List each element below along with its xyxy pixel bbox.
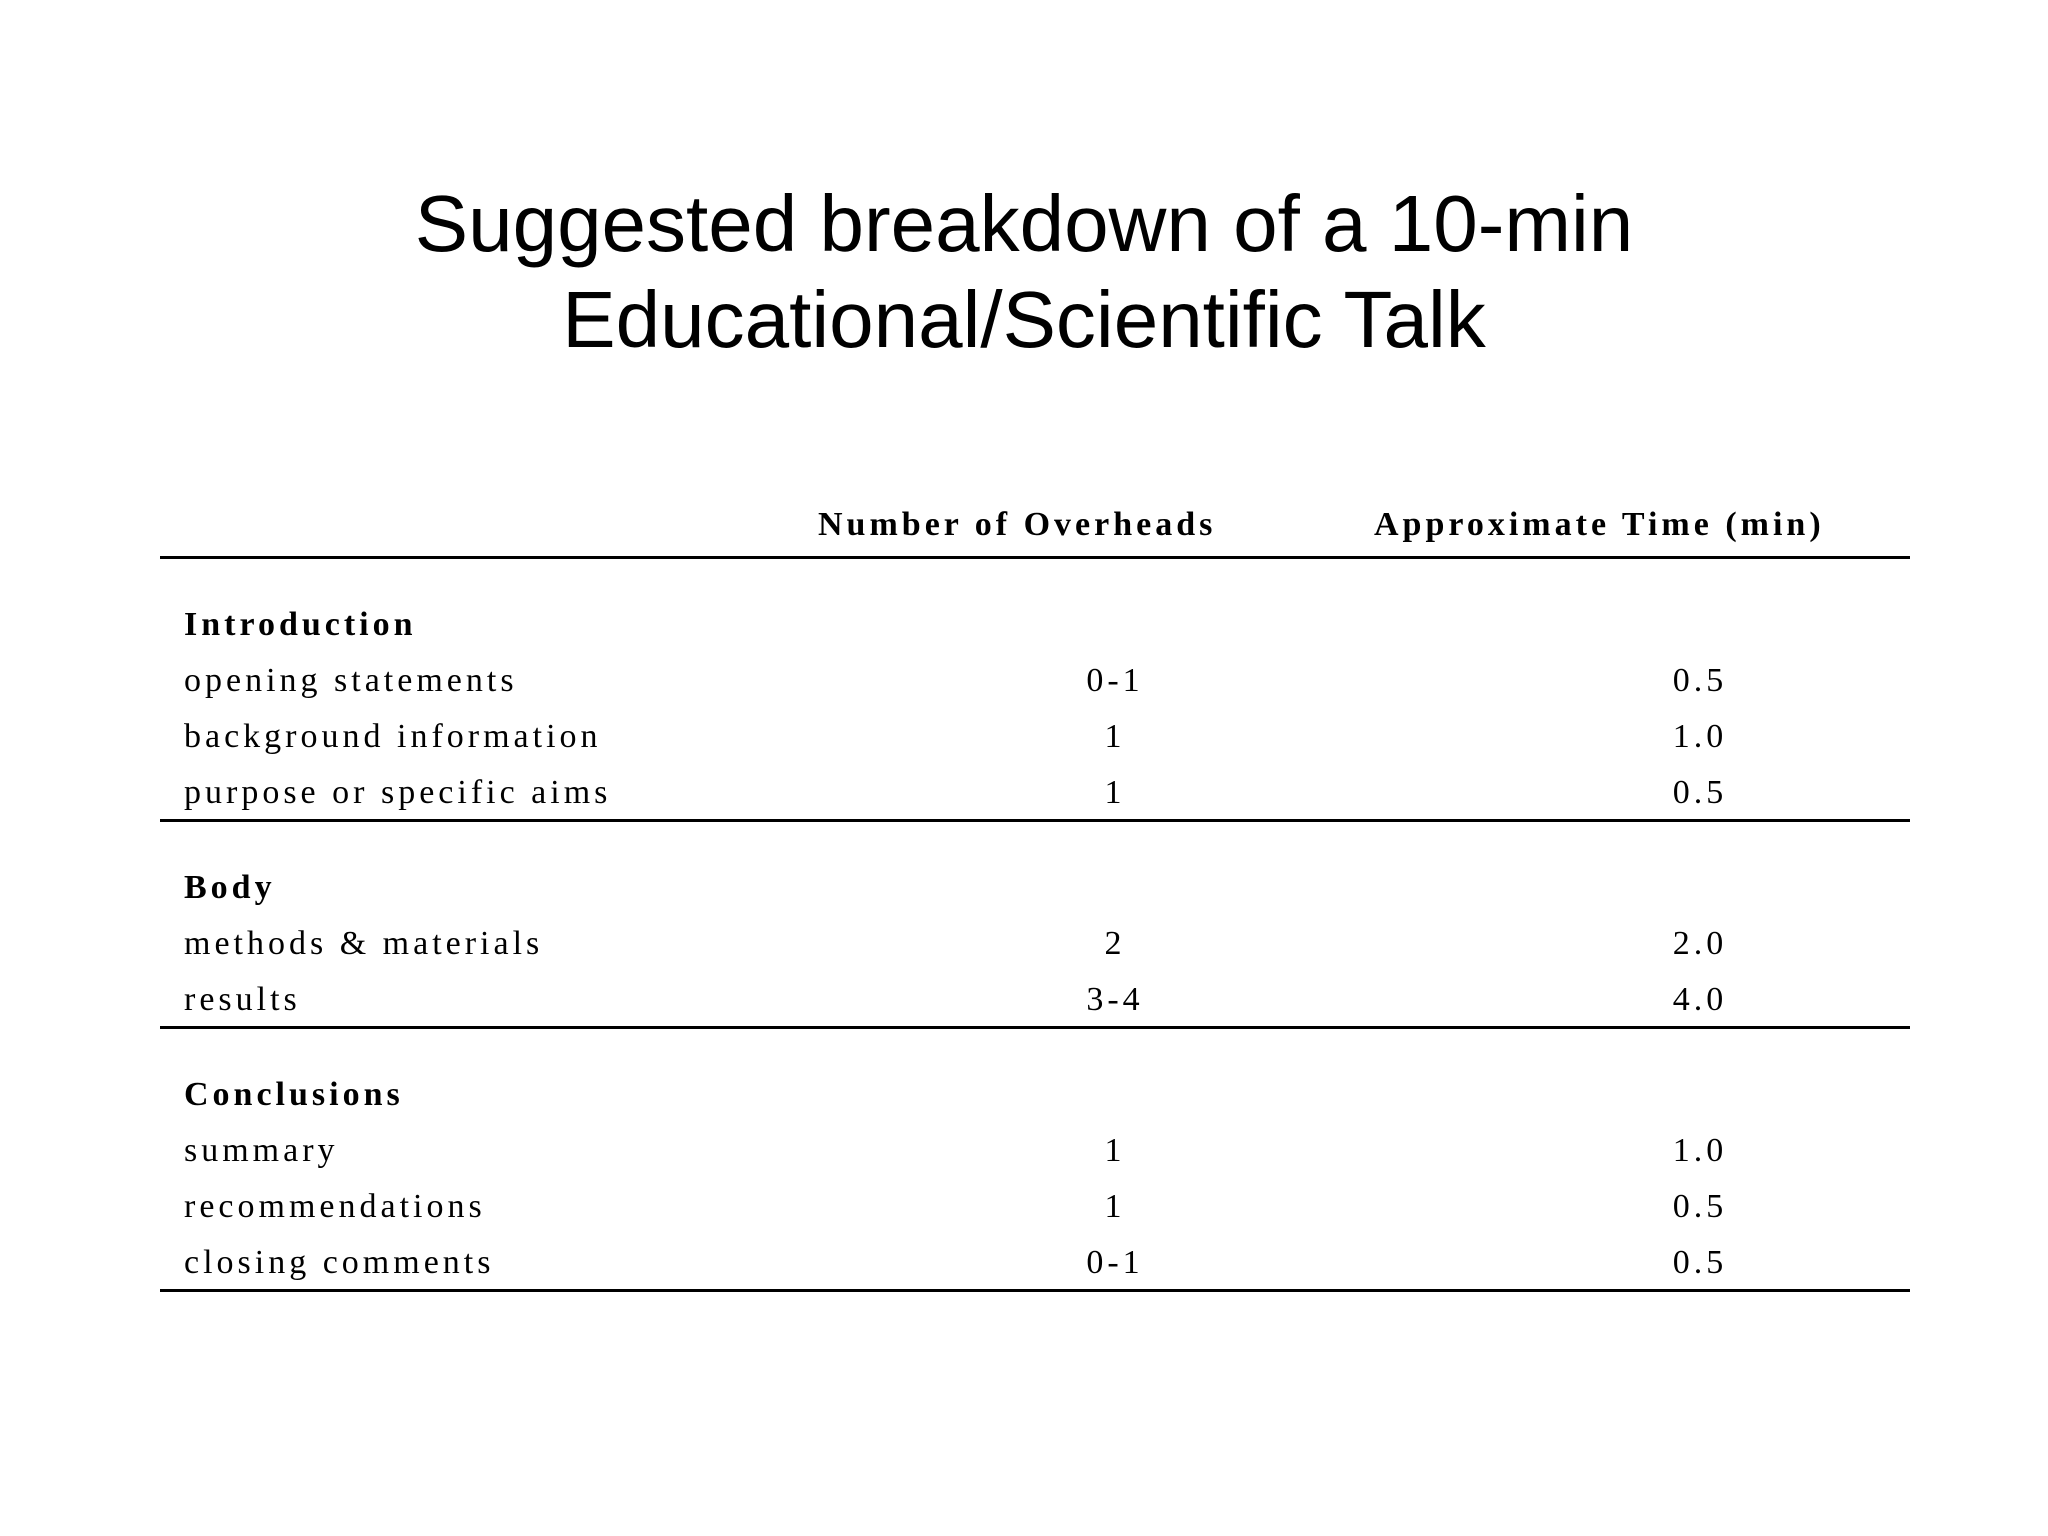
row-label: results — [184, 981, 301, 1018]
breakdown-table — [160, 490, 1910, 1292]
section-conclusions — [160, 1029, 1910, 1289]
slide-title — [0, 176, 2048, 368]
table-row — [160, 709, 1910, 765]
row-label: background information — [184, 718, 602, 755]
row-overheads: 1 — [1104, 774, 1126, 811]
row-time: 0.5 — [1672, 1244, 1728, 1281]
row-label: closing comments — [184, 1244, 495, 1281]
row-time: 0.5 — [1672, 1188, 1728, 1225]
table-row — [160, 653, 1910, 709]
row-label: opening statements — [184, 662, 518, 699]
table-row — [160, 1179, 1910, 1235]
row-time: 2.0 — [1672, 925, 1728, 962]
row-time: 1.0 — [1672, 1132, 1728, 1169]
row-overheads: 1 — [1104, 718, 1126, 755]
table-row — [160, 765, 1910, 821]
column-header-time: Approximate Time (min) — [1374, 506, 1825, 543]
table-row — [160, 916, 1910, 972]
row-overheads: 0-1 — [1086, 1244, 1144, 1281]
row-label: summary — [184, 1132, 339, 1169]
row-overheads: 3-4 — [1086, 981, 1144, 1018]
row-overheads: 1 — [1104, 1188, 1126, 1225]
column-header-overheads: Number of Overheads — [818, 506, 1217, 543]
row-overheads: 0-1 — [1086, 662, 1144, 699]
section-body — [160, 822, 1910, 1026]
row-label: methods & materials — [184, 925, 544, 962]
section-title-introduction: Introduction — [184, 606, 417, 643]
slide-title-line-2: Educational/Scientific Talk — [562, 275, 1486, 364]
table-row — [160, 1123, 1910, 1179]
section-title-conclusions: Conclusions — [184, 1076, 404, 1113]
table-row — [160, 972, 1910, 1028]
row-time: 0.5 — [1672, 774, 1728, 811]
row-overheads: 1 — [1104, 1132, 1126, 1169]
slide-title-line-1: Suggested breakdown of a 10-min — [414, 179, 1634, 268]
row-time: 0.5 — [1672, 662, 1728, 699]
table-row — [160, 1235, 1910, 1291]
row-time: 1.0 — [1672, 718, 1728, 755]
row-label: purpose or specific aims — [184, 774, 612, 811]
section-introduction — [160, 559, 1910, 819]
row-label: recommendations — [184, 1188, 486, 1225]
section-title-body: Body — [184, 869, 276, 906]
row-overheads: 2 — [1104, 925, 1126, 962]
table-header-row — [160, 490, 1910, 556]
row-time: 4.0 — [1672, 981, 1728, 1018]
